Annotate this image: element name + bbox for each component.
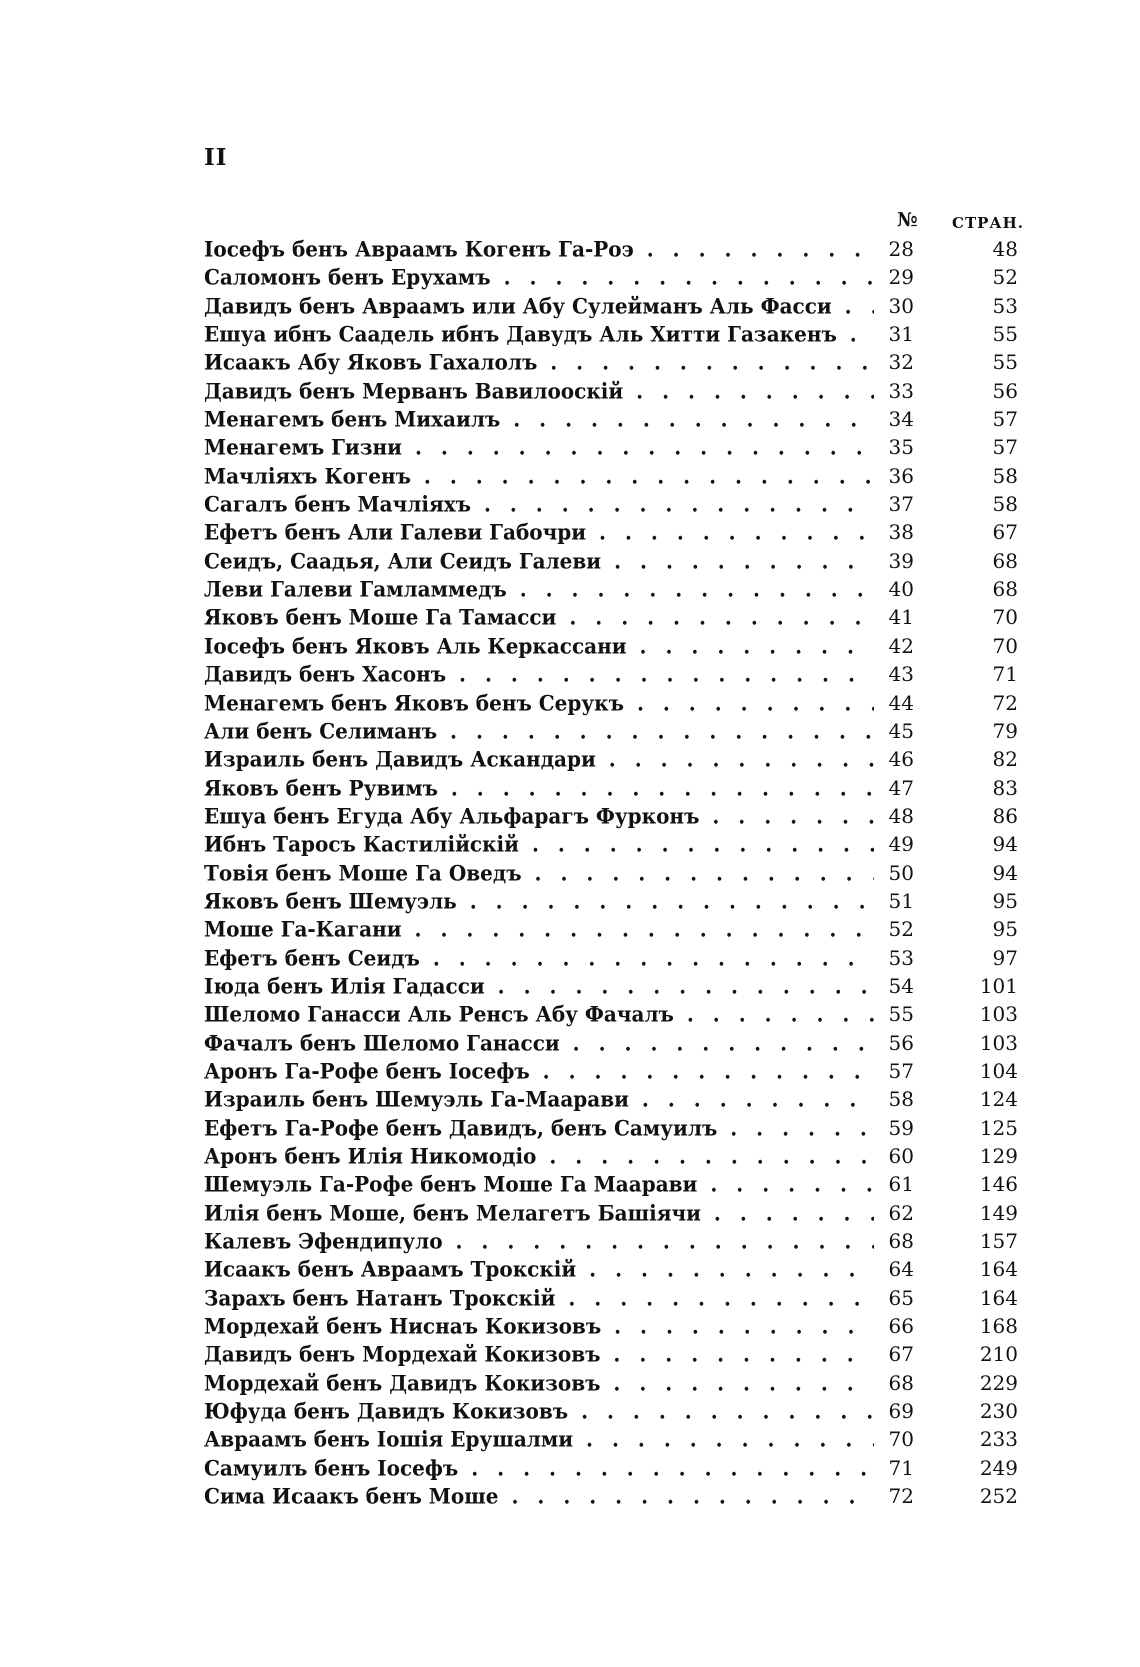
- toc-entry: [204, 972, 1024, 1000]
- toc-entry: [204, 1000, 1024, 1028]
- entry-name: Мачліяхъ Когенъ . . .: [204, 461, 874, 492]
- toc-entry: [204, 830, 1024, 858]
- page-number: II: [204, 144, 228, 171]
- entry-page: 249: [979, 1455, 1018, 1480]
- entry-number: 59: [888, 1115, 914, 1140]
- entry-number: 37: [888, 492, 914, 517]
- entry-number: 70: [888, 1427, 914, 1452]
- entry-number: 33: [888, 378, 914, 403]
- column-header-number: №: [897, 209, 918, 231]
- entry-page: 70: [992, 605, 1018, 630]
- entry-page: 104: [979, 1058, 1018, 1083]
- entry-page: 83: [992, 775, 1018, 800]
- entry-name: Авраамъ бенъ Іошія Ерушалми . . .: [204, 1424, 874, 1455]
- entry-page: 70: [992, 633, 1018, 658]
- entry-page: 58: [992, 463, 1018, 488]
- entry-name: Исаакъ Абу Яковъ Гахалолъ . . .: [204, 347, 874, 378]
- toc-entry: [204, 887, 1024, 915]
- entry-name: Мордехай бенъ Давидъ Кокизовъ . . .: [204, 1368, 874, 1399]
- entry-number: 34: [888, 407, 914, 432]
- toc-entry: [204, 1312, 1024, 1340]
- entry-page: 164: [979, 1285, 1018, 1310]
- entry-page: 157: [979, 1229, 1018, 1254]
- entry-page: 168: [979, 1314, 1018, 1339]
- entry-name: Израиль бенъ Шемуэль Га-Маарави . . .: [204, 1084, 874, 1115]
- entry-number: 52: [888, 917, 914, 942]
- toc-entry: [204, 235, 1024, 263]
- entry-name: Давидъ бенъ Мерванъ Вавилооскій . . .: [204, 376, 874, 407]
- entry-page: 129: [979, 1144, 1018, 1168]
- entry-page: 149: [979, 1200, 1018, 1225]
- entry-name: Аронъ Га-Рофе бенъ Іосефъ . . .: [204, 1056, 874, 1087]
- toc-entry: [204, 1255, 1024, 1283]
- entry-name: Сагалъ бенъ Мачліяхъ . . .: [204, 489, 874, 520]
- table-of-contents: [204, 235, 1024, 1510]
- entry-name: Іосефъ бенъ Яковъ Аль Керкассани . . .: [204, 631, 874, 662]
- entry-name: Іосефъ бенъ Авраамъ Когенъ Га-Роэ . . .: [204, 234, 874, 265]
- toc-entry: [204, 1227, 1024, 1255]
- entry-number: 64: [888, 1257, 914, 1282]
- entry-name: Моше Га-Кагани . . .: [204, 914, 874, 945]
- entry-page: 95: [992, 888, 1018, 913]
- entry-page: 56: [992, 378, 1018, 403]
- entry-page: 82: [992, 747, 1018, 772]
- toc-entry: [204, 1029, 1024, 1057]
- entry-name: Зарахъ бенъ Натанъ Трокскій . . .: [204, 1283, 874, 1314]
- toc-entry: [204, 1425, 1024, 1453]
- entry-page: 210: [979, 1342, 1018, 1367]
- entry-number: 53: [888, 945, 914, 970]
- entry-page: 229: [979, 1370, 1018, 1395]
- toc-entry: [204, 1454, 1024, 1482]
- entry-number: 45: [888, 718, 914, 743]
- entry-page: 57: [992, 407, 1018, 432]
- entry-number: 57: [888, 1058, 914, 1083]
- entry-page: 53: [992, 293, 1018, 318]
- entry-name: Саломонъ бенъ Ерухамъ . . .: [204, 262, 874, 293]
- toc-entry: [204, 1199, 1024, 1227]
- entry-number: 68: [888, 1370, 914, 1395]
- entry-number: 72: [888, 1484, 914, 1509]
- entry-page: 252: [979, 1484, 1018, 1509]
- entry-number: 56: [888, 1030, 914, 1055]
- entry-name: Самуилъ бенъ Іосефъ . . .: [204, 1453, 874, 1484]
- entry-page: 164: [979, 1257, 1018, 1282]
- entry-name: Яковъ бенъ Рувимъ . . .: [204, 772, 874, 803]
- entry-name: Калевъ Эфендипуло . . .: [204, 1226, 874, 1257]
- toc-entry: [204, 1057, 1024, 1085]
- toc-entry: [204, 717, 1024, 745]
- entry-number: 36: [888, 463, 914, 488]
- entry-page: 103: [979, 1002, 1018, 1027]
- entry-page: 86: [992, 803, 1018, 828]
- entry-page: 94: [992, 832, 1018, 857]
- entry-page: 101: [979, 973, 1018, 998]
- entry-number: 28: [888, 237, 914, 261]
- entry-number: 50: [888, 860, 914, 885]
- entry-page: 79: [992, 718, 1018, 743]
- entry-page: 97: [992, 945, 1018, 970]
- toc-entry: [204, 774, 1024, 802]
- entry-name: Ешуа ибнъ Саадель ибнъ Давудъ Аль Хитти Газакенъ . . .: [204, 319, 874, 350]
- toc-entry: [204, 660, 1024, 688]
- toc-entry: [204, 1170, 1024, 1198]
- entry-page: 103: [979, 1030, 1018, 1055]
- entry-number: 60: [888, 1144, 914, 1168]
- entry-number: 44: [888, 690, 914, 715]
- toc-entry: [204, 547, 1024, 575]
- entry-name: Ефетъ бенъ Сеидъ . . .: [204, 942, 874, 973]
- entry-page: 48: [992, 237, 1018, 261]
- entry-number: 58: [888, 1087, 914, 1112]
- toc-entry: [204, 1482, 1024, 1510]
- entry-number: 30: [888, 293, 914, 318]
- entry-number: 43: [888, 662, 914, 687]
- entry-name: Давидъ бенъ Хасонъ . . .: [204, 659, 874, 690]
- entry-name: Шеломо Ганасси Аль Ренсъ Абу Фачалъ . . .: [204, 999, 874, 1030]
- entry-name: Ефетъ бенъ Али Галеви Габочри . . .: [204, 517, 874, 548]
- entry-name: Ешуа бенъ Егуда Абу Альфарагъ Фурконъ . . .: [204, 801, 874, 832]
- toc-entry: [204, 603, 1024, 631]
- entry-number: 35: [888, 435, 914, 460]
- entry-name: Сеидъ, Саадья, Али Сеидъ Галеви . . .: [204, 546, 874, 577]
- entry-number: 48: [888, 803, 914, 828]
- entry-number: 31: [888, 322, 914, 347]
- entry-number: 65: [888, 1285, 914, 1310]
- entry-number: 69: [888, 1399, 914, 1424]
- entry-number: 38: [888, 520, 914, 545]
- entry-name: Али бенъ Селиманъ . . .: [204, 716, 874, 747]
- toc-entry: [204, 1369, 1024, 1397]
- toc-entry: [204, 320, 1024, 348]
- toc-entry: [204, 490, 1024, 518]
- entry-page: 233: [979, 1427, 1018, 1452]
- entry-number: 32: [888, 350, 914, 375]
- entry-name: Фачалъ бенъ Шеломо Ганасси . . .: [204, 1027, 874, 1058]
- entry-name: Илія бенъ Моше, бенъ Мелагетъ Башіячи . . .: [204, 1198, 874, 1229]
- toc-entry: [204, 689, 1024, 717]
- toc-entry: [204, 1114, 1024, 1142]
- entry-number: 49: [888, 832, 914, 857]
- entry-page: 95: [992, 917, 1018, 942]
- entry-page: 55: [992, 350, 1018, 375]
- entry-number: 66: [888, 1314, 914, 1339]
- entry-page: 57: [992, 435, 1018, 460]
- column-header-page: СТРАН.: [952, 214, 1024, 232]
- entry-name: Аронъ бенъ Илія Никомодіо . . .: [204, 1141, 874, 1172]
- toc-entry: [204, 802, 1024, 830]
- toc-entry: [204, 915, 1024, 943]
- entry-name: Яковъ бенъ Моше Га Тамасси . . .: [204, 602, 874, 633]
- entry-page: 125: [979, 1115, 1018, 1140]
- entry-name: Менагемъ бенъ Михаилъ . . .: [204, 404, 874, 435]
- entry-name: Яковъ бенъ Шемуэль . . .: [204, 886, 874, 917]
- entry-page: 72: [992, 690, 1018, 715]
- toc-entry: [204, 1397, 1024, 1425]
- entry-page: 67: [992, 520, 1018, 545]
- toc-entry: [204, 575, 1024, 603]
- entry-page: 68: [992, 577, 1018, 602]
- entry-page: 52: [992, 265, 1018, 290]
- entry-name: Товія бенъ Моше Га Оведъ . . .: [204, 857, 874, 888]
- entry-page: 58: [992, 492, 1018, 517]
- entry-number: 41: [888, 605, 914, 630]
- entry-number: 42: [888, 633, 914, 658]
- entry-page: 146: [979, 1172, 1018, 1197]
- toc-entry: [204, 377, 1024, 405]
- toc-entry: [204, 1284, 1024, 1312]
- entry-name: Менагемъ Гизни . . .: [204, 432, 874, 463]
- entry-page: 71: [992, 662, 1018, 687]
- entry-number: 54: [888, 973, 914, 998]
- entry-name: Менагемъ бенъ Яковъ бенъ Серукъ . . .: [204, 687, 874, 718]
- entry-name: Юфуда бенъ Давидъ Кокизовъ . . .: [204, 1396, 874, 1427]
- entry-page: 94: [992, 860, 1018, 885]
- toc-entry: [204, 745, 1024, 773]
- entry-name: Давидъ бенъ Авраамъ или Абу Сулейманъ Аль Фасси . . .: [204, 291, 874, 322]
- toc-entry: [204, 632, 1024, 660]
- entry-name: Шемуэль Га-Рофе бенъ Моше Га Маарави . . .: [204, 1169, 874, 1200]
- entry-name: Израиль бенъ Давидъ Аскандари . . .: [204, 744, 874, 775]
- entry-name: Леви Галеви Гамламмедъ . . .: [204, 574, 874, 605]
- entry-name: Сима Исаакъ бенъ Моше . . .: [204, 1481, 874, 1512]
- entry-name: Ефетъ Га-Рофе бенъ Давидъ, бенъ Самуилъ . . .: [204, 1113, 874, 1144]
- entry-page: 68: [992, 548, 1018, 573]
- entry-number: 61: [888, 1172, 914, 1197]
- entry-name: Ибнъ Таросъ Кастилійскій . . .: [204, 829, 874, 860]
- toc-entry: [204, 292, 1024, 320]
- toc-entry: [204, 518, 1024, 546]
- toc-entry: [204, 263, 1024, 291]
- toc-entry: [204, 1085, 1024, 1113]
- entry-number: 40: [888, 577, 914, 602]
- entry-number: 68: [888, 1229, 914, 1254]
- entry-number: 62: [888, 1200, 914, 1225]
- toc-entry: [204, 348, 1024, 376]
- toc-entry: [204, 1340, 1024, 1368]
- toc-entry: [204, 1142, 1024, 1170]
- toc-entry: [204, 944, 1024, 972]
- entry-name: Іюда бенъ Илія Гадасси . . .: [204, 971, 874, 1002]
- entry-number: 29: [888, 265, 914, 290]
- entry-number: 47: [888, 775, 914, 800]
- entry-name: Давидъ бенъ Мордехай Кокизовъ . . .: [204, 1339, 874, 1370]
- toc-entry: [204, 859, 1024, 887]
- toc-entry: [204, 433, 1024, 461]
- entry-number: 67: [888, 1342, 914, 1367]
- entry-page: 124: [979, 1087, 1018, 1112]
- entry-number: 39: [888, 548, 914, 573]
- entry-name: Мордехай бенъ Ниснаъ Кокизовъ . . .: [204, 1311, 874, 1342]
- entry-name: Исаакъ бенъ Авраамъ Трокскій . . .: [204, 1254, 874, 1285]
- entry-page: 230: [979, 1399, 1018, 1424]
- entry-number: 51: [888, 888, 914, 913]
- entry-number: 71: [888, 1455, 914, 1480]
- entry-number: 55: [888, 1002, 914, 1027]
- toc-entry: [204, 462, 1024, 490]
- entry-page: 55: [992, 322, 1018, 347]
- entry-number: 46: [888, 747, 914, 772]
- toc-entry: [204, 405, 1024, 433]
